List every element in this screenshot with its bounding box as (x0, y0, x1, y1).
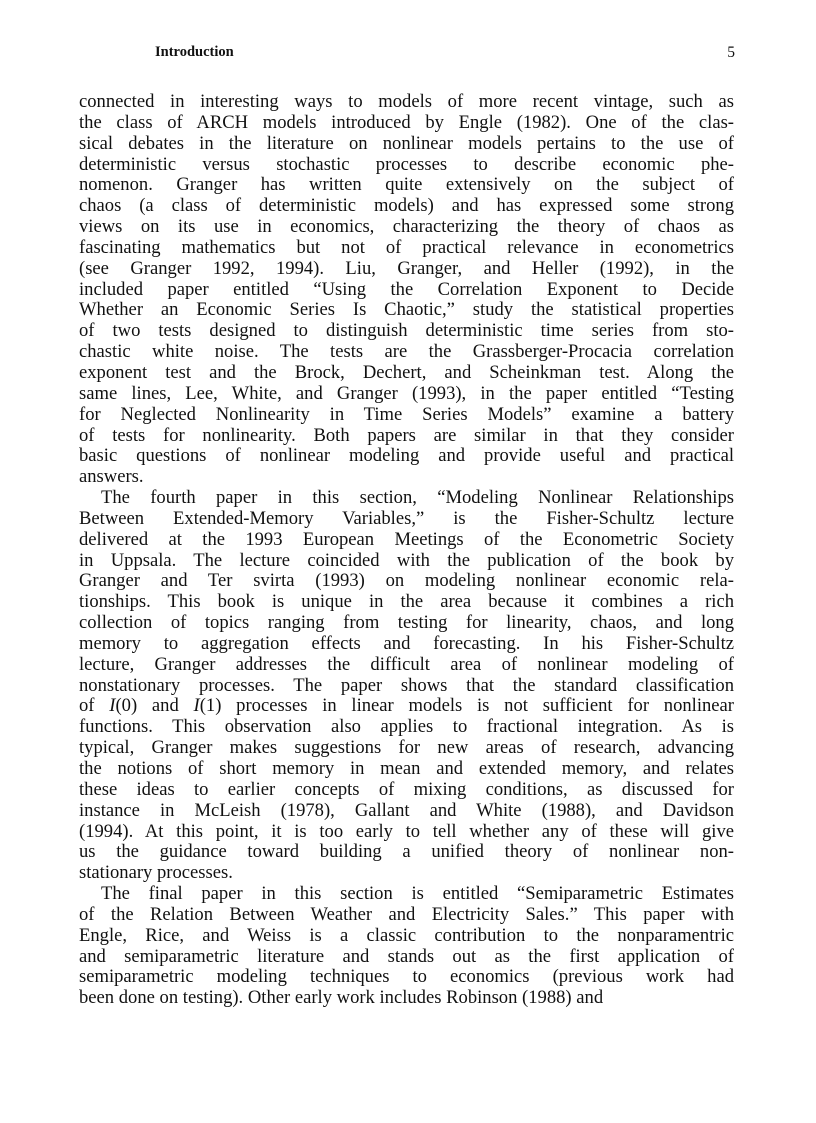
text-line: (see Granger 1992, 1994). Liu, Granger, and Heller (1992), in the (79, 257, 734, 279)
text-line: instance in McLeish (1978), Gallant and White (1988), and Davidson (79, 799, 734, 821)
paragraph (79, 488, 734, 884)
text-line: of I(0) and I(1) processes in linear models is not sufficient for nonlinear (79, 695, 734, 717)
text-line: typical, Granger makes suggestions for new areas of research, advancing (79, 737, 734, 759)
text-line: included paper entitled “Using the Correlation Exponent to Decide (79, 278, 734, 300)
text-line: basic questions of nonlinear modeling and provide useful and practical (79, 445, 734, 467)
text-line: the class of ARCH models introduced by Engle (1982). One of the clas- (79, 111, 734, 133)
text-line: nonstationary processes. The paper shows that the standard classification (79, 674, 734, 696)
paragraph (79, 884, 734, 1009)
text-line: same lines, Lee, White, and Granger (1993), in the paper entitled “Testing (79, 382, 734, 404)
text-line: the notions of short memory in mean and extended memory, and relates (79, 758, 734, 779)
text-line: Granger and Ter svirta (1993) on modeling nonlinear economic rela- (79, 570, 734, 592)
text-line: been done on testing). Other early work includes Robinson (1988) and (79, 987, 604, 1009)
page-number: 5 (727, 44, 735, 61)
text-line: nomenon. Granger has written quite extensively on the subject of (79, 174, 734, 196)
text-line: sical debates in the literature on nonlinear models pertains to the use of (79, 132, 734, 154)
text-line: Whether an Economic Series Is Chaotic,” study the statistical properties (79, 299, 734, 321)
body-text (79, 92, 734, 1009)
paragraph (79, 92, 734, 488)
running-head (155, 44, 735, 64)
text-line: of tests for nonlinearity. Both papers are similar in that they consider (79, 424, 734, 446)
running-head-title: Introduction (155, 44, 234, 60)
text-line: The final paper in this section is entitled “Semiparametric Estimates (101, 883, 734, 905)
text-line: answers. (79, 466, 144, 488)
text-line: memory to aggregation effects and forecasting. In his Fisher-Schultz (79, 632, 734, 654)
text-line: of two tests designed to distinguish deterministic time series from sto- (79, 320, 734, 342)
text-line: for Neglected Nonlinearity in Time Series Models” examine a battery (79, 403, 734, 425)
text-line: these ideas to earlier concepts of mixing conditions, as discussed for (79, 778, 734, 800)
text-line: delivered at the 1993 European Meetings of the Econometric Society (79, 528, 734, 550)
text-line: collection of topics ranging from testing for linearity, chaos, and long (79, 612, 734, 634)
text-line: Engle, Rice, and Weiss is a classic contribution to the nonparamentric (79, 924, 734, 946)
text-line: fascinating mathematics but not of practical relevance in econometrics (79, 236, 734, 258)
text-line: chaos (a class of deterministic models) and has expressed some strong (79, 195, 734, 217)
text-line: lecture, Granger addresses the difficult area of nonlinear modeling of (79, 653, 734, 675)
text-line: tionships. This book is unique in the area because it combines a rich (79, 591, 734, 613)
text-line: in Uppsala. The lecture coincided with the publication of the book by (79, 549, 734, 571)
text-line: semiparametric modeling techniques to economics (previous work had (79, 966, 734, 988)
text-line: (1994). At this point, it is too early to tell whether any of these will give (79, 820, 734, 842)
text-line: deterministic versus stochastic processes to describe economic phe- (79, 153, 734, 175)
text-line: stationary processes. (79, 862, 233, 884)
text-line: functions. This observation also applies to fractional integration. As is (79, 716, 734, 738)
text-line: views on its use in economics, characterizing the theory of chaos as (79, 216, 734, 238)
text-line: of the Relation Between Weather and Electricity Sales.” This paper with (79, 903, 734, 925)
text-line: exponent test and the Brock, Dechert, and Scheinkman test. Along the (79, 361, 734, 383)
text-line: chastic white noise. The tests are the Grassberger-Procacia correlation (79, 341, 734, 363)
text-line: The fourth paper in this section, “Modeling Nonlinear Relationships (101, 487, 734, 509)
text-line: Between Extended-Memory Variables,” is the Fisher-Schultz lecture (79, 507, 734, 529)
text-line: and semiparametric literature and stands out as the first application of (79, 945, 734, 967)
text-line: connected in interesting ways to models of more recent vintage, such as (79, 91, 734, 112)
text-line: us the guidance toward building a unified theory of nonlinear non- (79, 841, 734, 863)
